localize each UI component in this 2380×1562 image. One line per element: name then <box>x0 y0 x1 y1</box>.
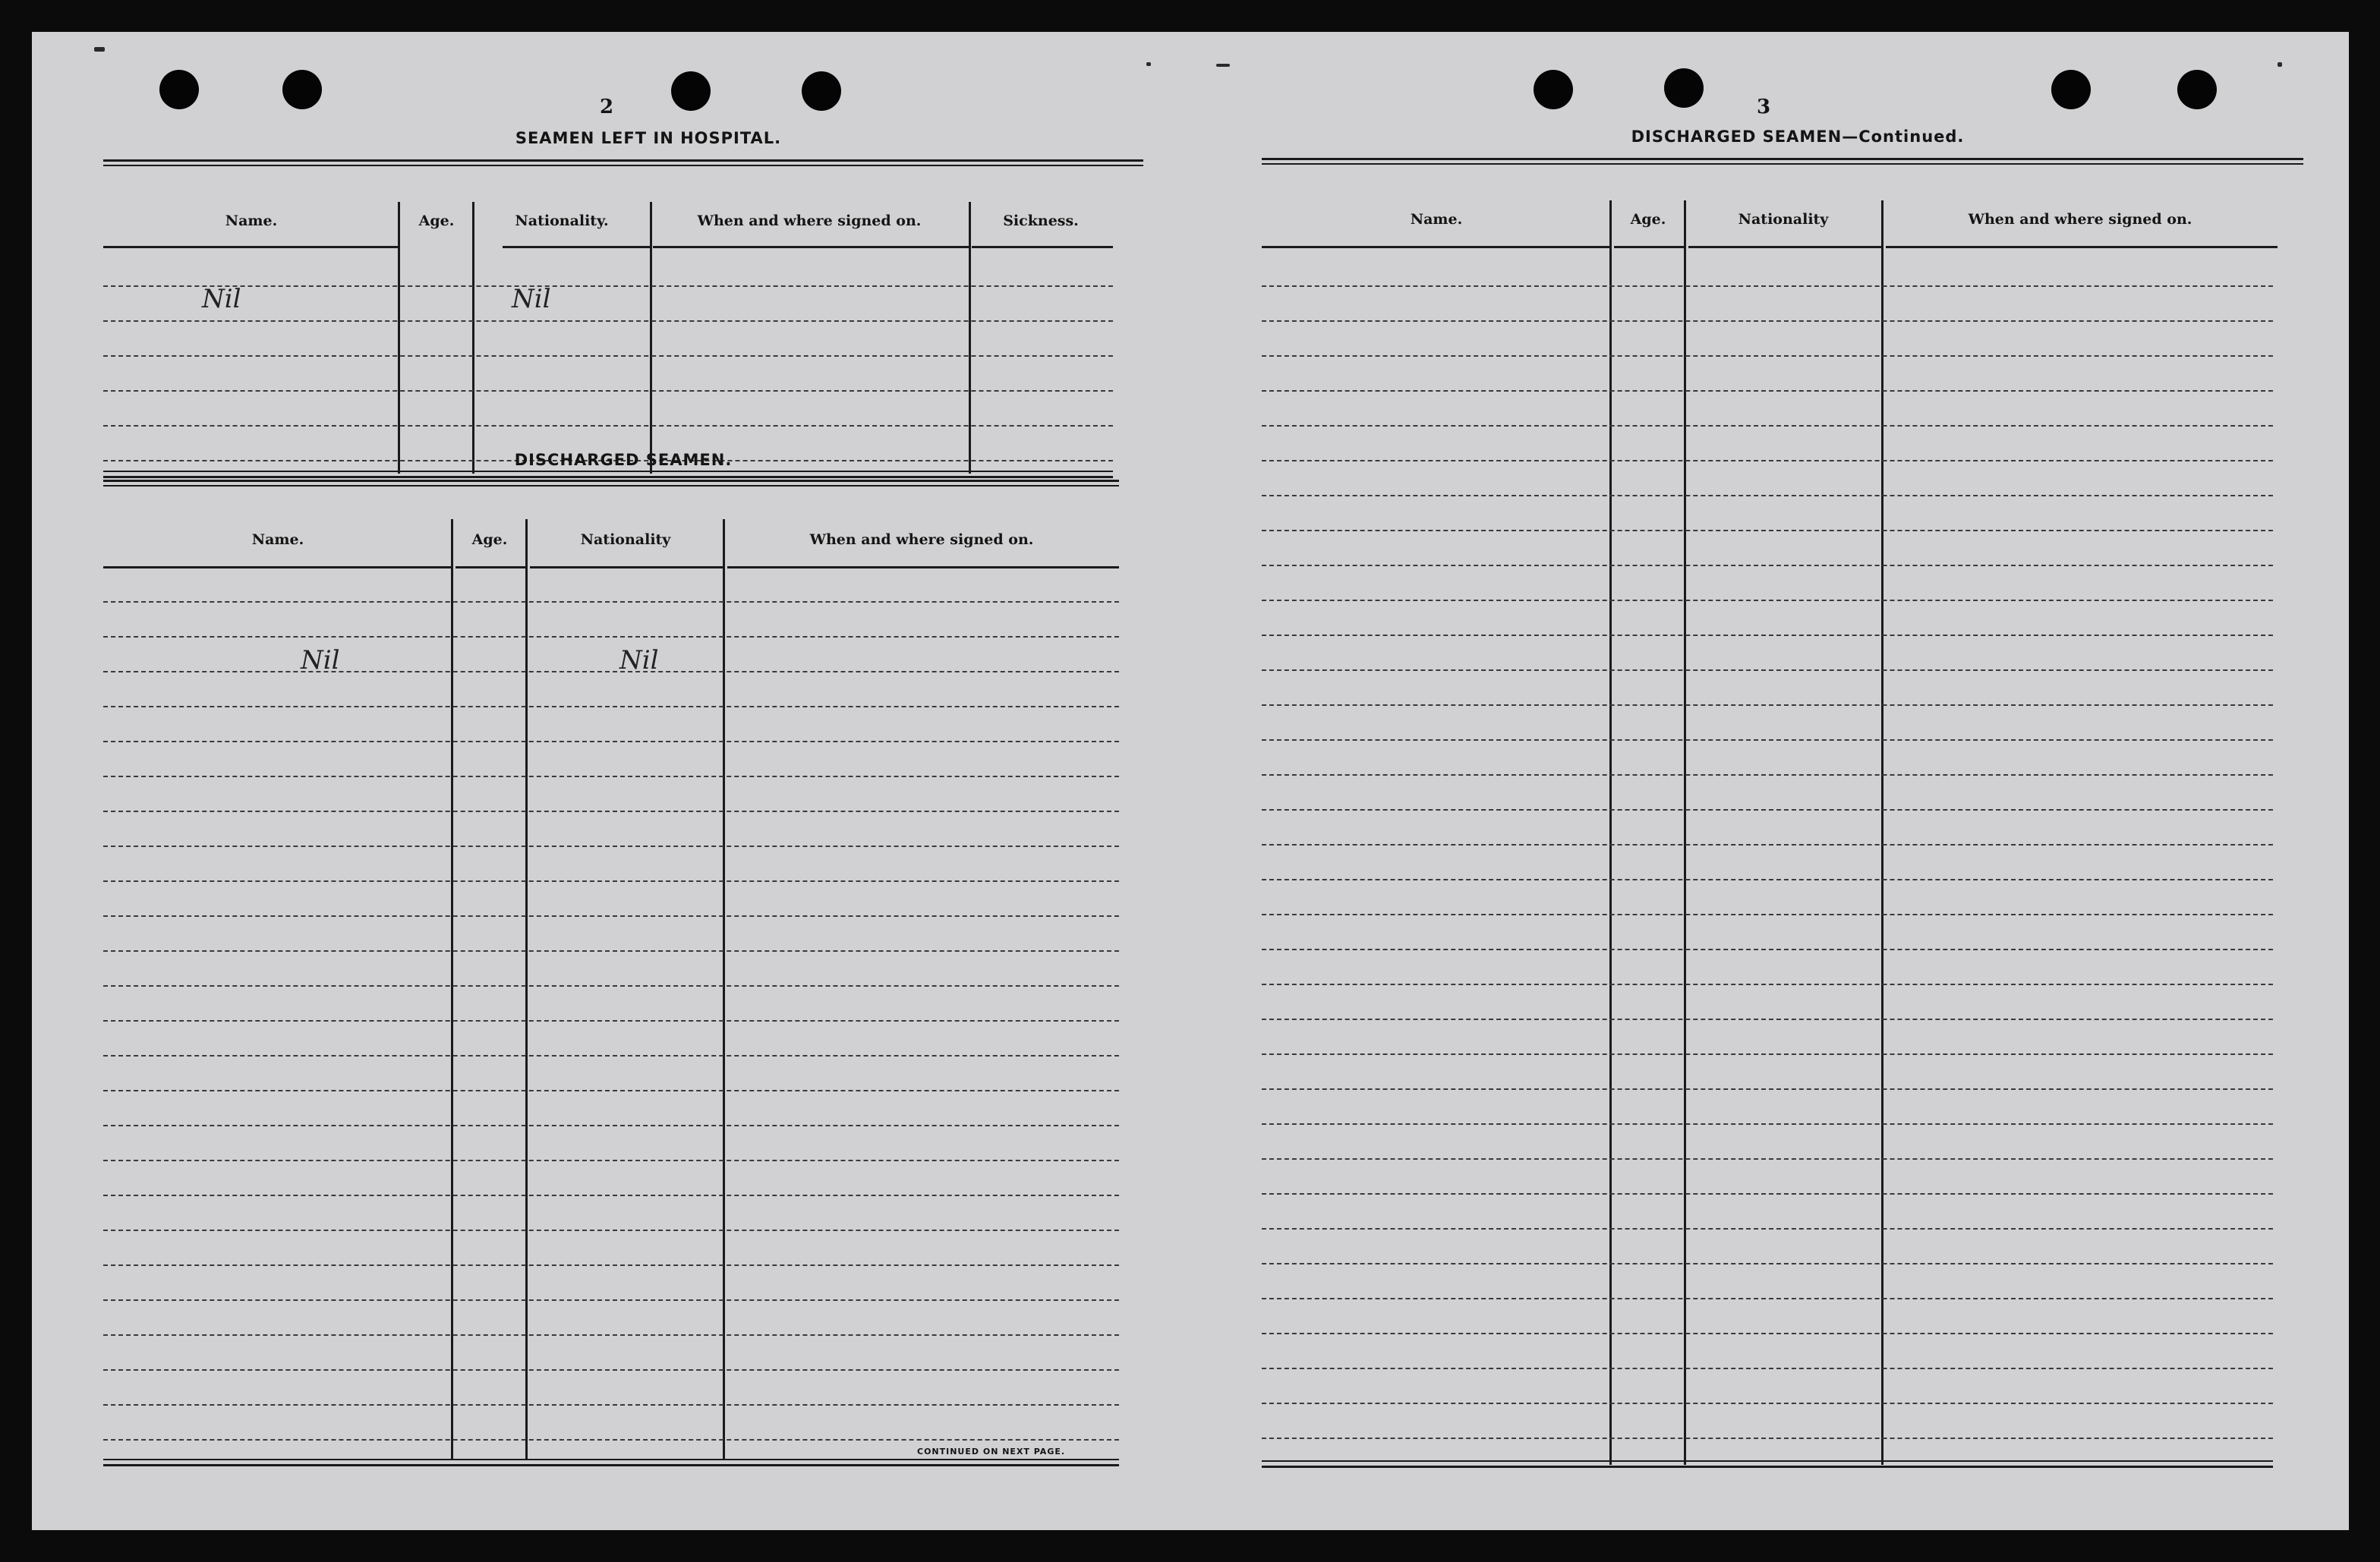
row-line <box>103 706 1119 707</box>
handwritten-nationality-entry: Nil <box>512 284 551 314</box>
row-line <box>1262 704 2273 706</box>
header-name: Name. <box>251 531 304 548</box>
row-line <box>1262 390 2273 392</box>
row-line <box>1262 809 2273 811</box>
row-line <box>103 1055 1119 1057</box>
table-top-rule <box>1262 158 2303 165</box>
row-line <box>103 1230 1119 1231</box>
page-number-right: 3 <box>1757 96 1771 118</box>
scan-speck <box>1216 64 1230 67</box>
row-line <box>103 950 1119 952</box>
header-age: Age. <box>471 531 508 548</box>
row-line <box>103 741 1119 742</box>
row-line <box>103 601 1119 603</box>
header-age: Age. <box>1630 211 1666 228</box>
handwritten-nationality-entry: Nil <box>619 645 659 676</box>
header-underline <box>1688 246 1883 248</box>
row-line <box>1262 774 2273 776</box>
handwritten-name-entry: Nil <box>301 645 340 676</box>
scan-speck <box>94 47 105 52</box>
header-underline <box>653 246 969 248</box>
punch-hole <box>1664 68 1704 108</box>
row-line <box>1262 565 2273 566</box>
header-nationality: Nationality <box>580 531 671 548</box>
header-sickness: Sickness. <box>1003 213 1079 229</box>
table-bottom-rule <box>103 471 1113 478</box>
row-line <box>103 1334 1119 1336</box>
row-line <box>103 1299 1119 1301</box>
row-line <box>1262 600 2273 601</box>
header-underline <box>1262 246 1611 248</box>
row-line <box>103 811 1119 812</box>
column-divider <box>650 202 652 474</box>
row-line <box>1262 1193 2273 1195</box>
row-line <box>1262 984 2273 985</box>
row-line <box>1262 914 2273 915</box>
row-line <box>103 671 1119 672</box>
row-line <box>103 1404 1119 1406</box>
header-name: Name. <box>225 213 278 229</box>
row-line <box>1262 1158 2273 1160</box>
row-line <box>1262 949 2273 950</box>
row-line <box>103 1125 1119 1126</box>
row-line <box>103 846 1119 847</box>
punch-hole <box>1534 70 1573 109</box>
punch-hole <box>2051 70 2091 109</box>
row-line <box>1262 1298 2273 1299</box>
row-line <box>103 1160 1119 1161</box>
row-line <box>103 985 1119 987</box>
row-line <box>103 1439 1119 1441</box>
row-line <box>103 1369 1119 1371</box>
column-divider <box>451 519 453 1460</box>
header-underline <box>530 566 724 568</box>
row-line <box>1262 1123 2273 1125</box>
header-underline <box>456 566 527 568</box>
row-line <box>1262 879 2273 880</box>
row-line <box>1262 739 2273 741</box>
header-underline <box>1886 246 2278 248</box>
hospital-section-title: SEAMEN LEFT IN HOSPITAL. <box>515 129 782 147</box>
table-top-rule <box>103 480 1119 487</box>
handwritten-name-entry: Nil <box>202 284 241 314</box>
row-line <box>1262 1228 2273 1230</box>
discharged-table <box>103 480 1149 1474</box>
row-line <box>103 880 1119 882</box>
punch-hole <box>671 71 711 111</box>
row-line <box>1262 844 2273 846</box>
row-line <box>1262 425 2273 427</box>
hospital-table <box>103 159 1143 481</box>
row-line <box>103 776 1119 777</box>
continued-note: CONTINUED ON NEXT PAGE. <box>917 1447 1066 1457</box>
punch-hole <box>159 70 199 109</box>
scan-speck <box>2278 62 2282 67</box>
column-divider <box>398 202 400 474</box>
row-line <box>103 1020 1119 1022</box>
punch-hole <box>802 71 841 111</box>
table-top-rule <box>103 159 1143 166</box>
row-line <box>103 320 1113 322</box>
row-line <box>1262 1333 2273 1334</box>
column-divider <box>472 202 474 474</box>
row-line <box>1262 285 2273 287</box>
scan-speck <box>1146 62 1151 66</box>
discharged-section-title: DISCHARGED SEAMEN. <box>514 451 733 469</box>
header-underline <box>972 246 1113 248</box>
row-line <box>1262 1088 2273 1090</box>
header-underline <box>1614 246 1685 248</box>
punch-hole <box>2177 70 2217 109</box>
header-nationality: Nationality. <box>515 213 609 229</box>
row-line <box>103 1195 1119 1196</box>
row-line <box>1262 1368 2273 1369</box>
header-underline <box>727 566 1119 568</box>
header-name: Name. <box>1410 211 1463 228</box>
header-signed-on: When and where signed on. <box>697 213 922 229</box>
row-line <box>1262 669 2273 671</box>
page-number-left: 2 <box>600 96 614 118</box>
header-age: Age. <box>418 213 455 229</box>
discharged-continued-table <box>1262 158 2303 1479</box>
header-underline <box>103 246 399 248</box>
row-line <box>1262 1019 2273 1020</box>
row-line <box>1262 1053 2273 1055</box>
document-sheet <box>32 32 2349 1530</box>
header-underline <box>503 246 650 248</box>
punch-hole <box>282 70 322 109</box>
row-line <box>1262 320 2273 322</box>
row-line <box>1262 495 2273 496</box>
header-signed-on: When and where signed on. <box>1968 211 2192 228</box>
row-line <box>103 915 1119 917</box>
row-line <box>103 636 1119 638</box>
column-divider <box>723 519 725 1460</box>
discharged-continued-title: DISCHARGED SEAMEN—Continued. <box>1631 128 1965 146</box>
row-line <box>103 425 1113 427</box>
row-line <box>103 355 1113 357</box>
header-nationality: Nationality <box>1738 211 1829 228</box>
row-line <box>103 1090 1119 1091</box>
row-line <box>103 1264 1119 1266</box>
row-line <box>1262 460 2273 461</box>
column-divider <box>525 519 528 1460</box>
table-bottom-rule <box>103 1459 1119 1466</box>
row-line <box>1262 355 2273 357</box>
header-signed-on: When and where signed on. <box>809 531 1034 548</box>
header-underline <box>103 566 452 568</box>
table-bottom-rule <box>1262 1460 2273 1468</box>
row-line <box>1262 1438 2273 1439</box>
row-line <box>1262 1263 2273 1264</box>
column-divider <box>969 202 971 474</box>
row-line <box>103 285 1113 287</box>
row-line <box>1262 530 2273 531</box>
row-line <box>1262 635 2273 636</box>
row-line <box>1262 1403 2273 1404</box>
row-line <box>103 390 1113 392</box>
